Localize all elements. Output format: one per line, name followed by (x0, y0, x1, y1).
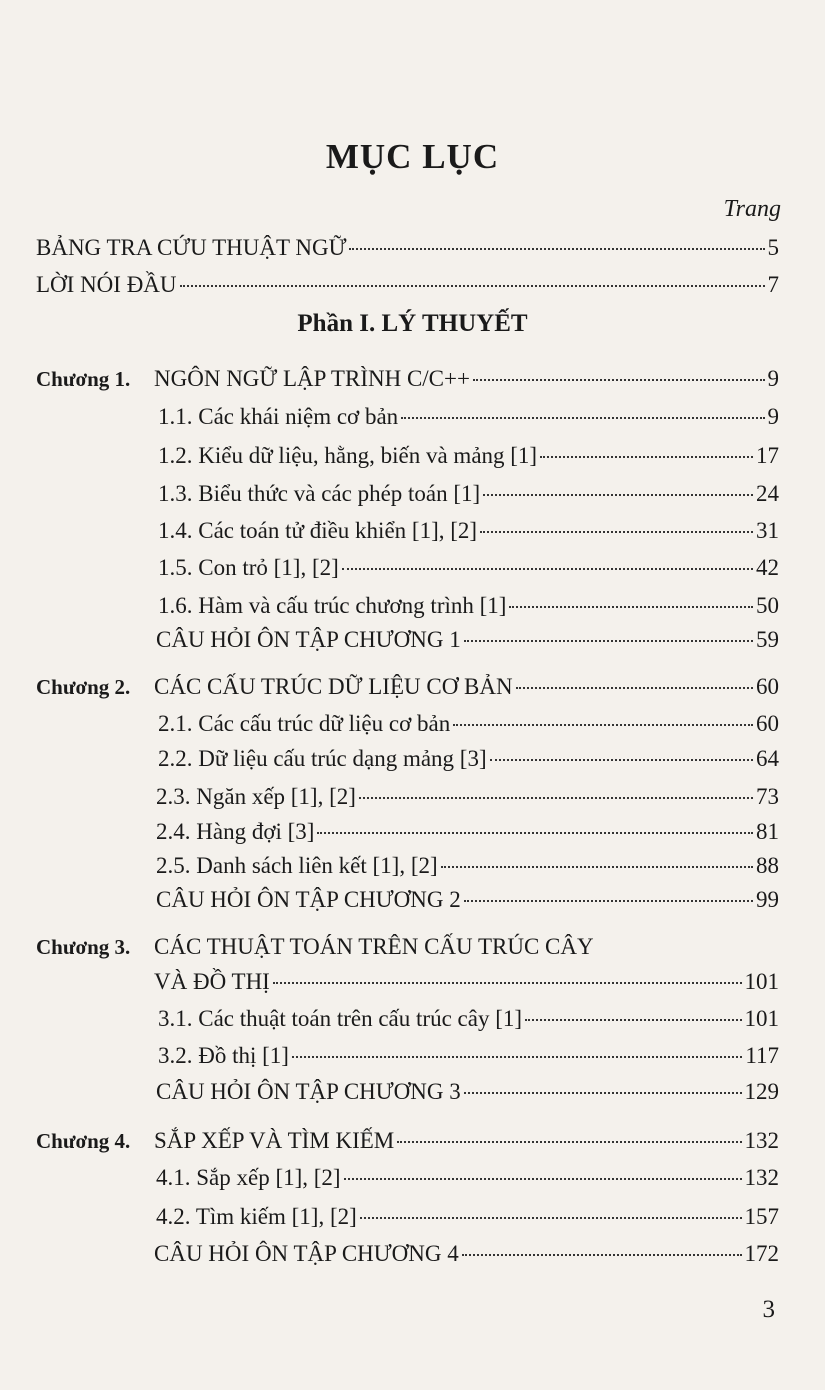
section-text: 2.5. Danh sách liên kết [1], [2] (156, 853, 438, 878)
leader-dots (441, 866, 753, 868)
section-text: 1.3. Biểu thức và các phép toán [1] (158, 481, 481, 506)
section-entry (158, 403, 779, 431)
section-text: CÂU HỎI ÔN TẬP CHƯƠNG 4 (154, 1241, 459, 1266)
chapter-title: CÁC THUẬT TOÁN TRÊN CẤU TRÚC CÂY (154, 934, 594, 959)
section-entry (158, 1042, 779, 1070)
section-entry (156, 1078, 779, 1106)
entry-page: 101 (744, 1006, 779, 1031)
section-text: 3.1. Các thuật toán trên cấu trúc cây [1] (158, 1006, 523, 1031)
section-text: 2.4. Hàng đợi [3] (156, 819, 315, 844)
entry-page: 31 (756, 518, 779, 543)
entry-page: 64 (756, 746, 779, 771)
leader-dots (483, 494, 753, 496)
section-text: 1.5. Con trỏ [1], [2] (158, 555, 339, 580)
section-entry (158, 554, 779, 582)
section-entry (156, 783, 779, 811)
leader-dots (397, 1141, 741, 1143)
entry-text: LỜI NÓI ĐẦU (36, 272, 177, 297)
chapter-label: Chương 3. (36, 935, 131, 959)
entry-page: 73 (756, 784, 779, 809)
chapter-entry (36, 933, 779, 961)
leader-dots (342, 568, 753, 570)
section-text: 2.3. Ngăn xếp [1], [2] (156, 784, 356, 809)
leader-dots (473, 379, 765, 381)
chapter-entry (36, 673, 779, 701)
entry-page: 88 (756, 853, 779, 878)
section-text: 4.2. Tìm kiếm [1], [2] (156, 1204, 357, 1229)
entry-page: 101 (744, 969, 779, 994)
section-text: 3.2. Đồ thị [1] (158, 1043, 289, 1068)
section-entry (156, 1164, 779, 1192)
leader-dots (344, 1178, 742, 1180)
entry-page: 157 (744, 1204, 779, 1229)
section-text: CÂU HỎI ÔN TẬP CHƯƠNG 2 (156, 887, 461, 912)
section-entry (158, 710, 779, 738)
section-text: 1.4. Các toán tử điều khiển [1], [2] (158, 518, 478, 543)
section-entry (158, 442, 779, 470)
entry-page: 132 (744, 1128, 779, 1153)
section-text: 1.2. Kiểu dữ liệu, hằng, biến và mảng [1] (158, 443, 538, 468)
chapter-entry (36, 1127, 779, 1155)
entry-page: 42 (756, 555, 779, 580)
section-entry (156, 1203, 779, 1231)
chapter-title: NGÔN NGỮ LẬP TRÌNH C/C++ (154, 366, 470, 391)
entry-text: BẢNG TRA CỨU THUẬT NGỮ (36, 235, 347, 260)
chapter-label: Chương 1. (36, 367, 131, 391)
entry-page: 24 (756, 481, 779, 506)
leader-dots (273, 982, 742, 984)
entry-page: 99 (756, 887, 779, 912)
entry-page: 81 (756, 819, 779, 844)
entry-page: 5 (767, 235, 779, 260)
chapter-entry-continued (154, 968, 779, 996)
chapter-title: SẮP XẾP VÀ TÌM KIẾM (154, 1128, 395, 1153)
leader-dots (292, 1056, 742, 1058)
leader-dots (480, 531, 753, 533)
leader-dots (516, 687, 753, 689)
toc-entry (36, 271, 779, 299)
entry-page: 17 (756, 443, 779, 468)
entry-page: 172 (744, 1241, 779, 1266)
leader-dots (349, 248, 764, 250)
leader-dots (453, 724, 753, 726)
section-entry (156, 626, 779, 654)
chapter-title: CÁC CẤU TRÚC DỮ LIỆU CƠ BẢN (154, 674, 513, 699)
section-entry (156, 852, 779, 880)
section-entry (156, 818, 779, 846)
section-entry (158, 517, 779, 545)
section-entry (158, 480, 779, 508)
leader-dots (359, 797, 753, 799)
section-text: 2.1. Các cấu trúc dữ liệu cơ bản (158, 711, 451, 736)
leader-dots (509, 606, 753, 608)
section-text: 1.1. Các khái niệm cơ bản (158, 404, 399, 429)
section-entry (156, 886, 779, 914)
entry-page: 60 (756, 711, 779, 736)
leader-dots (464, 900, 753, 902)
chapter-label: Chương 2. (36, 675, 131, 699)
section-entry (158, 745, 779, 773)
page-number: 3 (762, 1296, 775, 1323)
toc-entry (36, 234, 779, 262)
page-column-label: Trang (723, 196, 781, 222)
entry-page: 60 (756, 674, 779, 699)
leader-dots (180, 285, 765, 287)
entry-page: 117 (745, 1043, 779, 1068)
chapter-entry (36, 365, 779, 393)
entry-page: 9 (767, 404, 779, 429)
leader-dots (317, 832, 753, 834)
section-text: CÂU HỎI ÔN TẬP CHƯƠNG 3 (156, 1079, 461, 1104)
section-text: 2.2. Dữ liệu cấu trúc dạng mảng [3] (158, 746, 487, 771)
entry-page: 129 (744, 1079, 779, 1104)
entry-page: 132 (744, 1165, 779, 1190)
section-text: 1.6. Hàm và cấu trúc chương trình [1] (158, 593, 507, 618)
entry-page: 7 (767, 272, 779, 297)
leader-dots (360, 1217, 742, 1219)
entry-page: 59 (756, 627, 779, 652)
leader-dots (464, 1092, 742, 1094)
section-entry (154, 1240, 779, 1268)
leader-dots (401, 417, 764, 419)
section-entry (158, 1005, 779, 1033)
chapter-label: Chương 4. (36, 1129, 131, 1153)
entry-page: 50 (756, 593, 779, 618)
entry-page: 9 (767, 366, 779, 391)
leader-dots (525, 1019, 741, 1021)
section-entry (158, 592, 779, 620)
part-title: Phần I. LÝ THUYẾT (297, 310, 528, 337)
section-text: CÂU HỎI ÔN TẬP CHƯƠNG 1 (156, 627, 461, 652)
page-title: MỤC LỤC (325, 137, 500, 176)
chapter-title-line2: VÀ ĐỒ THỊ (154, 969, 270, 994)
leader-dots (464, 640, 753, 642)
leader-dots (462, 1254, 742, 1256)
leader-dots (490, 759, 753, 761)
section-text: 4.1. Sắp xếp [1], [2] (156, 1165, 341, 1190)
leader-dots (540, 456, 753, 458)
